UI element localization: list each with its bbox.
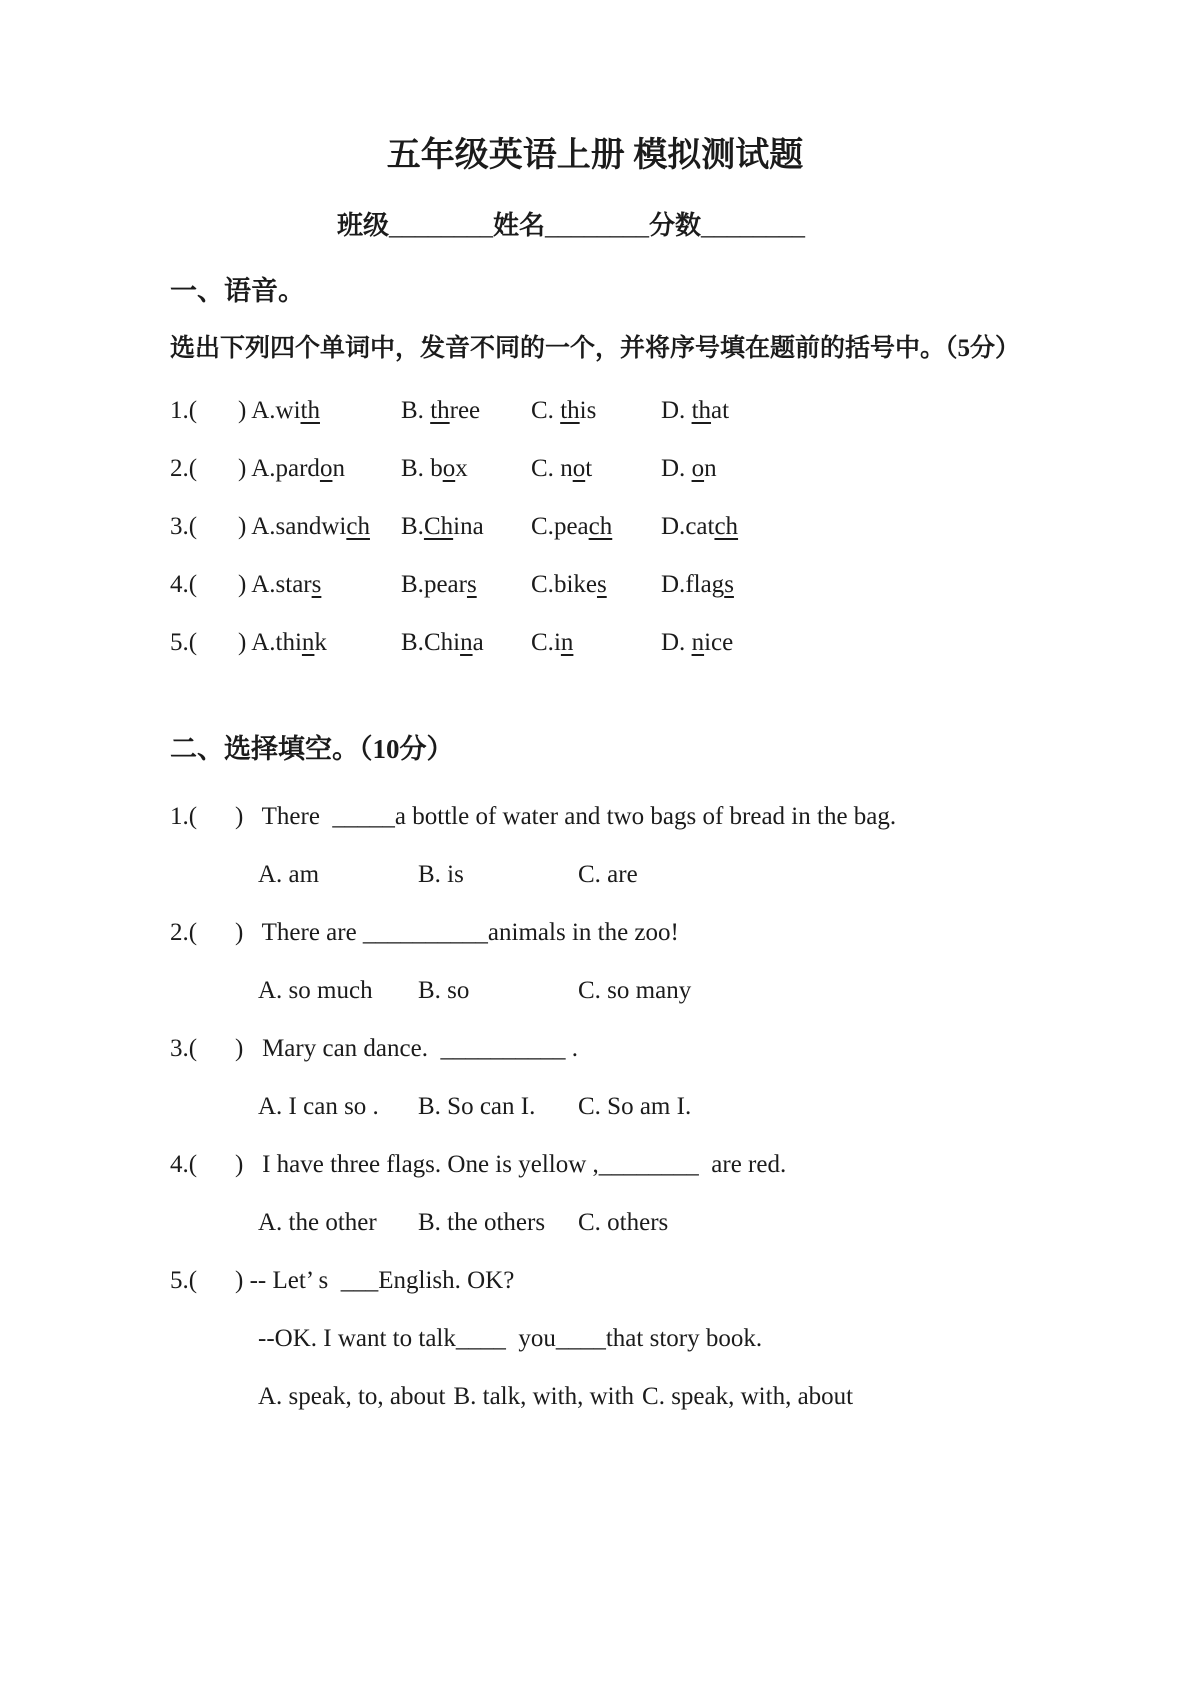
answer-bracket: ) bbox=[235, 1035, 244, 1062]
underlined-letters: ch bbox=[714, 513, 739, 540]
word-part: i bbox=[553, 629, 561, 656]
word-part: ina bbox=[453, 513, 484, 540]
word-part: star bbox=[275, 571, 312, 598]
answer-bracket: ) bbox=[238, 571, 252, 598]
phonics-option bbox=[661, 629, 733, 657]
option-label: B. bbox=[401, 397, 431, 424]
options-row bbox=[258, 846, 1190, 904]
option-label: C. bbox=[531, 397, 561, 424]
underlined-letters: th bbox=[691, 397, 712, 424]
option-label: C. bbox=[531, 455, 561, 482]
answer-bracket: ) bbox=[238, 629, 252, 656]
word-part: b bbox=[430, 455, 443, 482]
option: B. the others bbox=[418, 1209, 546, 1236]
option: B. is bbox=[418, 861, 464, 888]
word-part: at bbox=[711, 397, 730, 424]
header-field-label: 分数 bbox=[649, 211, 702, 240]
question-text: There are __________animals in the zoo! bbox=[243, 919, 679, 946]
question-number: 3.( bbox=[170, 1035, 198, 1062]
choice-question-line bbox=[170, 788, 1190, 846]
section1-questions bbox=[0, 382, 1190, 672]
answer-bracket: ) bbox=[238, 455, 252, 482]
word-part: n bbox=[332, 455, 345, 482]
underlined-letters: s bbox=[466, 571, 477, 598]
underlined-letters: o bbox=[442, 455, 456, 482]
header-field-blank: ________ bbox=[389, 211, 494, 240]
question-text: Mary can dance. __________ . bbox=[243, 1035, 578, 1062]
phonics-option bbox=[531, 513, 661, 541]
question-number: 4.( bbox=[170, 571, 198, 598]
word-part: x bbox=[455, 455, 468, 482]
section2-questions bbox=[0, 788, 1190, 1426]
phonics-option bbox=[238, 397, 401, 425]
word-part: bike bbox=[553, 571, 597, 598]
underlined-letters: s bbox=[724, 571, 734, 598]
phonics-option bbox=[661, 513, 738, 541]
option: C. so many bbox=[578, 977, 692, 1004]
underlined-letters: n bbox=[691, 629, 705, 656]
word-part: wi bbox=[275, 397, 301, 424]
answer-bracket: ) bbox=[238, 397, 252, 424]
option-label: A. bbox=[251, 397, 276, 424]
option-label: C. bbox=[531, 513, 554, 540]
phonics-option bbox=[531, 397, 661, 425]
option-label: C. bbox=[531, 571, 554, 598]
options-row bbox=[258, 1194, 1190, 1252]
underlined-letters: ch bbox=[588, 513, 613, 540]
option-label: A. bbox=[251, 455, 276, 482]
word-part: ice bbox=[704, 629, 734, 656]
phonics-question-row bbox=[170, 556, 1190, 614]
option-label: B. bbox=[401, 455, 431, 482]
question-number: 2.( bbox=[170, 455, 198, 482]
option-label: A. bbox=[251, 629, 276, 656]
choice-question-line bbox=[170, 1252, 1190, 1310]
question-number: 1.( bbox=[170, 803, 198, 830]
options-row bbox=[258, 1078, 1190, 1136]
underlined-letters: th bbox=[300, 397, 320, 424]
options-row bbox=[258, 1368, 1190, 1426]
phonics-option bbox=[401, 455, 531, 483]
question-number: 4.( bbox=[170, 1151, 198, 1178]
choice-question-line bbox=[170, 1020, 1190, 1078]
question-number: 2.( bbox=[170, 919, 198, 946]
option: B. So can I. bbox=[418, 1093, 536, 1120]
phonics-question-row bbox=[170, 614, 1190, 672]
word-part: n bbox=[704, 455, 717, 482]
word-part: Chi bbox=[423, 629, 461, 656]
question-text: --OK. I want to talk____ you____that story book. bbox=[258, 1325, 763, 1352]
phonics-option bbox=[401, 629, 531, 657]
option: A. so much bbox=[258, 977, 373, 1004]
option-label: C. bbox=[531, 629, 554, 656]
word-part: k bbox=[314, 629, 327, 656]
underlined-letters: th bbox=[430, 397, 450, 424]
underlined-letters: s bbox=[311, 571, 322, 598]
paper-title: 五年级英语上册 模拟测试题 bbox=[386, 137, 804, 174]
header-fields-line bbox=[337, 208, 1190, 244]
choice-question-line bbox=[170, 904, 1190, 962]
phonics-option bbox=[661, 455, 717, 483]
answer-bracket: ) bbox=[235, 1267, 244, 1294]
header-field-blank: ________ bbox=[545, 211, 650, 240]
section1-instruction: 选出下列四个单词中，发音不同的一个，并将序号填在题前的括号中。（5分） bbox=[170, 335, 1021, 362]
question-text: I have three flags. One is yellow ,________ are red. bbox=[243, 1151, 787, 1178]
phonics-option bbox=[531, 629, 661, 657]
option-label: B. bbox=[401, 513, 424, 540]
phonics-option bbox=[401, 513, 531, 541]
phonics-question-row bbox=[170, 498, 1190, 556]
answer-bracket: ) bbox=[235, 919, 244, 946]
underlined-letters: ch bbox=[346, 513, 370, 540]
answer-bracket: ) bbox=[235, 1151, 244, 1178]
section1-heading: 一、语音。 bbox=[170, 276, 305, 306]
word-part: t bbox=[585, 455, 593, 482]
word-part: pea bbox=[553, 513, 589, 540]
option: A. speak, to, about bbox=[258, 1383, 446, 1410]
answer-bracket: ) bbox=[238, 513, 252, 540]
question-number: 1.( bbox=[170, 397, 198, 424]
choice-question-line bbox=[170, 1136, 1190, 1194]
word-part: sandwi bbox=[275, 513, 347, 540]
phonics-option bbox=[531, 455, 661, 483]
phonics-option bbox=[238, 513, 401, 541]
phonics-option bbox=[238, 455, 401, 483]
question-number: 3.( bbox=[170, 513, 198, 540]
options-row bbox=[258, 962, 1190, 1020]
option: B. talk, with, with bbox=[453, 1383, 635, 1410]
option-label: D. bbox=[661, 455, 692, 482]
underlined-letters: o bbox=[691, 455, 705, 482]
option-label: A. bbox=[251, 571, 276, 598]
underlined-letters: n bbox=[301, 629, 315, 656]
option: A. the other bbox=[258, 1209, 377, 1236]
option-label: D. bbox=[661, 629, 692, 656]
option-label: B. bbox=[401, 629, 424, 656]
underlined-letters: o bbox=[319, 455, 333, 482]
phonics-option bbox=[401, 397, 531, 425]
section2-heading: 二、选择填空。（10分） bbox=[170, 734, 454, 764]
question-number: 5.( bbox=[170, 629, 198, 656]
option: B. so bbox=[418, 977, 470, 1004]
option: C. So am I. bbox=[578, 1093, 692, 1120]
phonics-option bbox=[238, 629, 401, 657]
word-part: n bbox=[560, 455, 573, 482]
header-field-label: 班级 bbox=[337, 211, 390, 240]
word-part: thi bbox=[275, 629, 302, 656]
underlined-letters: o bbox=[572, 455, 586, 482]
word-part: cat bbox=[685, 513, 715, 540]
question-text-continued bbox=[258, 1310, 1190, 1368]
answer-bracket: ) bbox=[235, 803, 244, 830]
phonics-question-row bbox=[170, 440, 1190, 498]
option-label: D. bbox=[661, 397, 692, 424]
option-label: D. bbox=[661, 571, 686, 598]
option: A. am bbox=[258, 861, 320, 888]
question-number: 5.( bbox=[170, 1267, 198, 1294]
question-text: There _____a bottle of water and two bags of bread in the bag. bbox=[243, 803, 897, 830]
underlined-letters: n bbox=[560, 629, 574, 656]
underlined-letters: s bbox=[596, 571, 607, 598]
word-part: is bbox=[579, 397, 597, 424]
option: C. others bbox=[578, 1209, 669, 1236]
option: A. I can so . bbox=[258, 1093, 379, 1120]
option-label: B. bbox=[401, 571, 424, 598]
word-part: a bbox=[472, 629, 484, 656]
underlined-letters: n bbox=[460, 629, 473, 656]
underlined-letters: Ch bbox=[423, 513, 454, 540]
option: C. speak, with, about bbox=[642, 1383, 854, 1410]
underlined-letters: th bbox=[560, 397, 580, 424]
header-field-blank: ________ bbox=[701, 211, 806, 240]
word-part: ree bbox=[449, 397, 481, 424]
phonics-question-row bbox=[170, 382, 1190, 440]
question-text: -- Let’ s ___English. OK? bbox=[243, 1267, 515, 1294]
word-part: pard bbox=[275, 455, 320, 482]
option-label: D. bbox=[661, 513, 686, 540]
word-part: flag bbox=[685, 571, 725, 598]
phonics-option bbox=[661, 571, 734, 599]
word-part: pear bbox=[423, 571, 467, 598]
option-label: A. bbox=[251, 513, 276, 540]
phonics-option bbox=[531, 571, 661, 599]
phonics-option bbox=[661, 397, 729, 425]
option: C. are bbox=[578, 861, 638, 888]
header-field-label: 姓名 bbox=[493, 211, 546, 240]
phonics-option bbox=[401, 571, 531, 599]
phonics-option bbox=[238, 571, 401, 599]
